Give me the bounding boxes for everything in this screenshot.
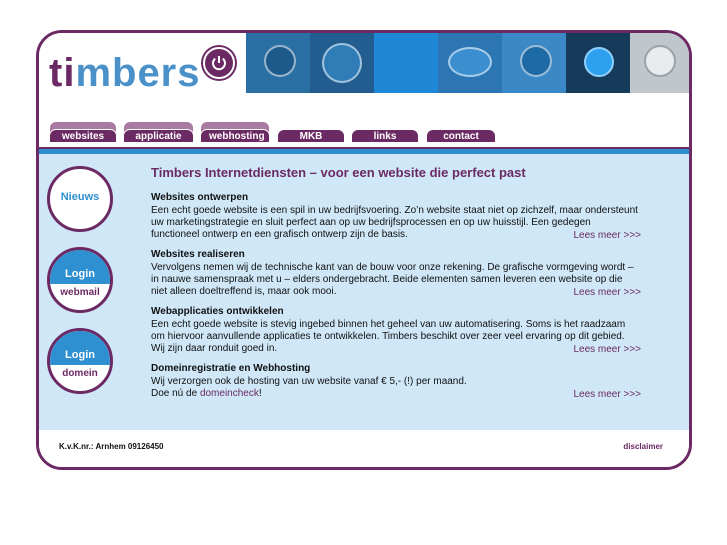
section-webapplicaties <box>151 306 641 355</box>
section-body <box>151 376 641 400</box>
tab-stack-webhosting <box>200 121 270 143</box>
page-title: Timbers Internetdiensten – voor een website die perfect past <box>151 165 526 180</box>
tab-webhosting[interactable]: webhosting <box>200 129 270 143</box>
content <box>151 165 641 408</box>
domeincheck-link[interactable]: domeincheck <box>199 388 259 399</box>
power-icon <box>203 47 235 79</box>
header-image-tile <box>310 33 374 93</box>
read-more-link[interactable]: Lees meer >>> <box>573 287 641 298</box>
login-webmail-bottom: webmail <box>60 287 100 298</box>
header-image-tile <box>246 33 310 93</box>
section-websites-ontwerpen <box>151 192 641 241</box>
header-image-tile <box>566 33 630 93</box>
header-image-tile <box>502 33 566 93</box>
tab-contact[interactable]: contact <box>426 129 496 143</box>
tab-applicatie[interactable]: applicatie <box>123 129 194 143</box>
section-websites-realiseren <box>151 249 641 298</box>
header-image-tile <box>438 33 502 93</box>
header-image-tile <box>374 33 438 93</box>
section-body: Een echt goede website is stevig ingebed binnen het geheel van uw automatisering. Soms is het raadzaam om hiervoor aanvullende applicaties te ontwikkelen. Timbers beschikt over zeer veel ervaring op dit gebied. Wij zijn daar ronduit goed in. <box>151 319 626 354</box>
tab-links[interactable]: links <box>351 129 419 143</box>
section-body-suffix: ! <box>258 388 262 399</box>
tab-websites[interactable]: websites <box>49 129 117 143</box>
login-domain-button[interactable] <box>47 328 113 394</box>
kvk-number: K.v.K.nr.: Arnhem 09126450 <box>59 442 164 451</box>
section-heading: Websites realiseren <box>151 249 245 260</box>
header <box>39 33 689 153</box>
main-nav <box>49 117 689 147</box>
section-heading: Webapplicaties ontwikkelen <box>151 306 284 317</box>
section-body-line: Wij verzorgen ook de hosting van uw website vanaf € 5,- (!) per maand. <box>151 376 467 387</box>
logo-rest: mbers <box>75 51 201 95</box>
section-heading: Domeinregistratie en Webhosting <box>151 363 311 374</box>
section-body-prefix: Doe nú de <box>151 388 200 399</box>
header-image-tile <box>630 33 689 93</box>
read-more-link[interactable]: Lees meer >>> <box>573 344 641 355</box>
login-domain-top: Login <box>50 331 110 365</box>
tab-stack-websites <box>49 121 117 143</box>
read-more-link[interactable]: Lees meer >>> <box>573 230 641 241</box>
section-heading: Websites ontwerpen <box>151 192 249 203</box>
disclaimer-link[interactable]: disclaimer <box>623 442 663 451</box>
login-domain-bottom: domein <box>62 368 98 379</box>
footer <box>39 430 689 467</box>
login-webmail-top: Login <box>50 250 110 284</box>
page-frame <box>36 30 692 470</box>
main-content-area <box>39 154 689 430</box>
tab-stack-applicatie <box>123 121 194 143</box>
section-body: Een echt goede website is een spil in uw bedrijfsvoering. Zo’n website staat niet op zichzelf, maar ondersteunt uw marketingstrategie en sluit perfect aan op uw bedrijfsprocessen en op uw huisstijl. Een gedegen functioneel ontwerp en een grafisch ontwerp zijn de basis. <box>151 205 638 240</box>
logo-ti: ti <box>49 51 76 95</box>
header-image-strip <box>246 33 689 93</box>
news-button[interactable] <box>47 166 113 232</box>
section-domeinregistratie <box>151 363 641 400</box>
news-button-label: Nieuws <box>60 191 100 203</box>
login-webmail-button[interactable] <box>47 247 113 313</box>
tab-mkb[interactable]: MKB <box>277 129 345 143</box>
read-more-link[interactable]: Lees meer >>> <box>573 389 641 400</box>
logo[interactable] <box>49 51 201 96</box>
section-body: Vervolgens nemen wij de technische kant van de bouw voor onze rekening. De grafische vormgeving wordt – in nauwe samenspraak met u – elders ondergebracht. Beide elementen samen leveren een website op die niet alleen doeltreffend is, maar ook mooi. <box>151 262 634 297</box>
